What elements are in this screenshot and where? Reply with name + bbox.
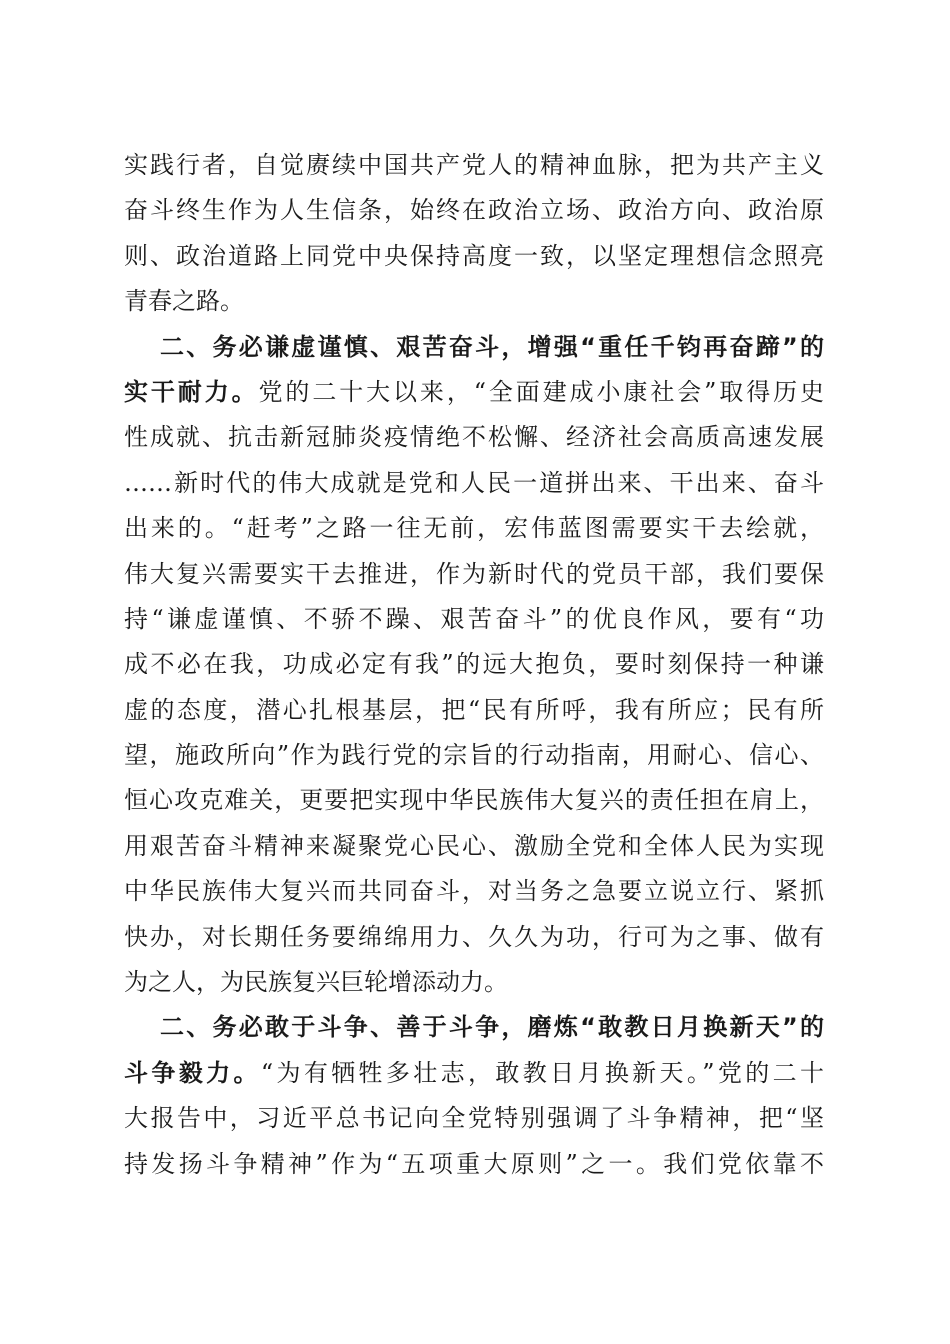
text-line: 中华民族伟大复兴而共同奋斗，对当务之急要立说立行、紧抓 — [124, 877, 824, 906]
text-line: 持“谦虚谨慎、不骄不躁、艰苦奋斗”的优良作风，要有“功 — [124, 604, 824, 633]
text-line: 用艰苦奋斗精神来凝聚党心民心、激励全党和全体人民为实现 — [124, 831, 824, 860]
paragraph — [124, 143, 824, 325]
text-line: 成不必在我，功成必定有我”的远大抱负，要时刻保持一种谦 — [124, 650, 824, 679]
section-heading-tail: 斗争毅力。 — [124, 1058, 261, 1087]
text-line — [124, 1051, 824, 1096]
text-line: 青春之路。 — [124, 287, 244, 316]
text-line: 为之人，为民族复兴巨轮增添动力。 — [124, 968, 508, 997]
section-heading-tail: 实干耐力。 — [124, 377, 259, 406]
paragraph — [124, 325, 824, 1006]
text-line: 快办，对长期任务要绵绵用力、久久为功，行可为之事、做有 — [124, 922, 824, 951]
text-line: 望，施政所向”作为践行党的宗旨的行动指南，用耐心、信心、 — [124, 741, 824, 770]
text-fragment: 党的二十大以来，“全面建成小康社会”取得历史 — [258, 377, 824, 406]
text-line: 大报告中，习近平总书记向全党特别强调了斗争精神，把“坚 — [124, 1104, 824, 1133]
text-line: 实践行者，自觉赓续中国共产党人的精神血脉，把为共产主义 — [124, 151, 824, 179]
text-line: 伟大复兴需要实干去推进，作为新时代的党员干部，我们要保 — [124, 559, 824, 588]
paragraph — [124, 1005, 824, 1187]
section-heading: 二、务必敢于斗争、善于斗争，磨炼“敢教日月换新天”的 — [160, 1013, 824, 1042]
document-body — [124, 143, 824, 1187]
text-line: 虚的态度，潜心扎根基层，把“民有所呼，我有所应；民有所 — [124, 695, 824, 724]
text-line: ……新时代的伟大成就是党和人民一道拼出来、干出来、奋斗 — [124, 468, 824, 497]
text-line: 性成就、抗击新冠肺炎疫情绝不松懈、经济社会高质高速发展 — [124, 423, 824, 452]
text-line: 持发扬斗争精神”作为“五项重大原则”之一。我们党依靠不 — [124, 1149, 824, 1178]
text-line: 恒心攻克难关，更要把实现中华民族伟大复兴的责任担在肩上， — [124, 786, 824, 815]
text-fragment: “为有牺牲多壮志，敢教日月换新天。”党的二十 — [260, 1058, 825, 1087]
text-line: 奋斗终生作为人生信条，始终在政治立场、政治方向、政治原 — [124, 196, 824, 225]
text-line: 出来的。“赶考”之路一往无前，宏伟蓝图需要实干去绘就， — [124, 514, 824, 543]
text-line — [124, 370, 824, 415]
text-line: 则、政治道路上同党中央保持高度一致，以坚定理想信念照亮 — [124, 241, 824, 270]
section-heading: 二、务必谦虚谨慎、艰苦奋斗，增强“重任千钧再奋蹄”的 — [160, 332, 824, 361]
